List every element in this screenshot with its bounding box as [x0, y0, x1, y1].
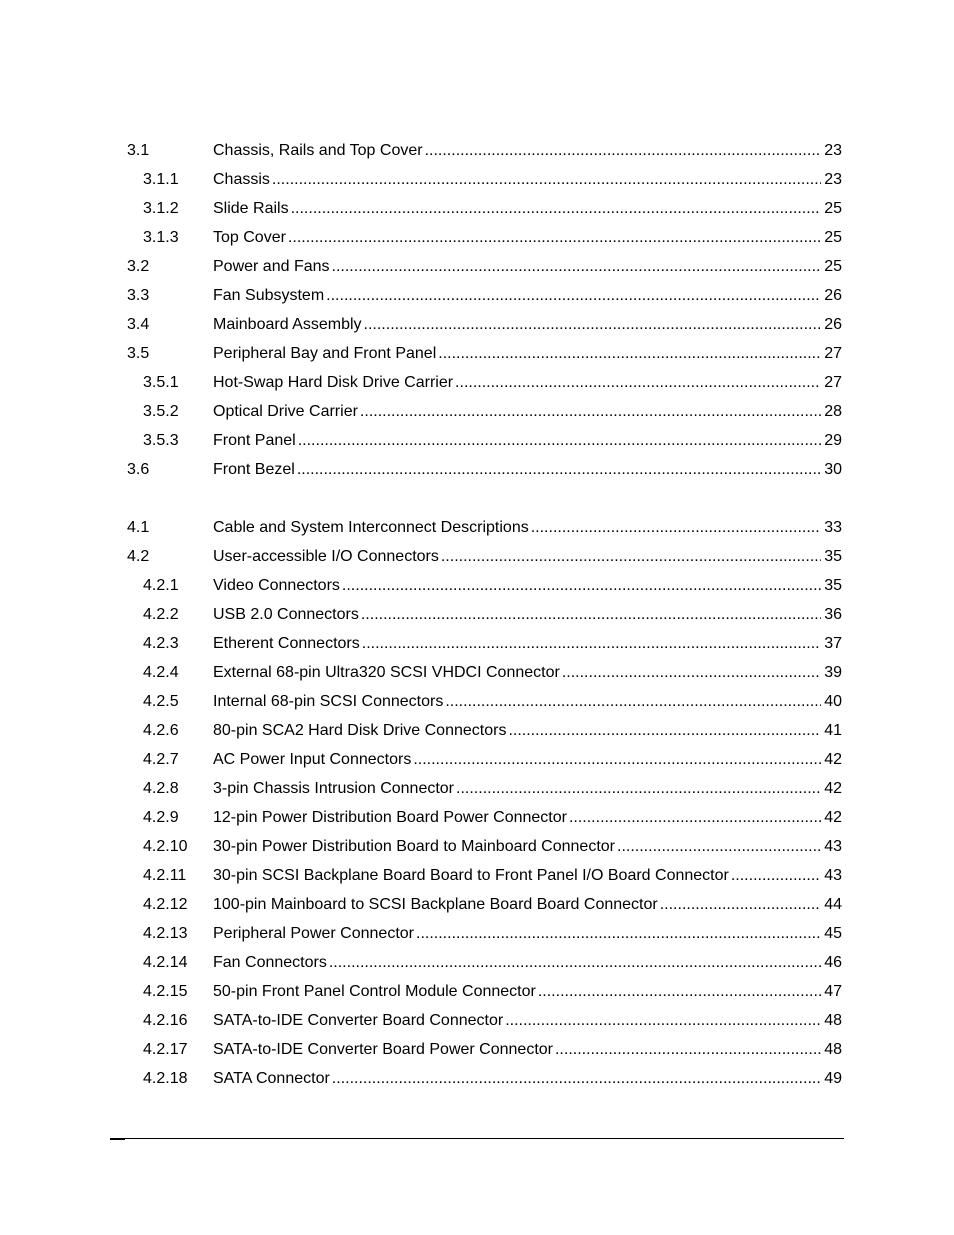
toc-entry-number: 4.2.12	[143, 896, 188, 913]
toc-entry[interactable]	[0, 257, 954, 286]
toc-entry[interactable]	[0, 663, 954, 692]
toc-entry-page-number: 35	[824, 548, 842, 565]
toc-entry-number: 4.2.14	[143, 954, 188, 971]
toc-entry-title: Peripheral Bay and Front Panel	[213, 345, 437, 362]
toc-entry[interactable]	[0, 721, 954, 750]
toc-entry-title-leader	[213, 199, 821, 219]
toc-entry-title: SATA-to-IDE Converter Board Connector	[213, 1012, 504, 1029]
toc-entry-number: 4.2.17	[143, 1041, 188, 1058]
toc-entry[interactable]	[0, 286, 954, 315]
toc-entry-number: 4.2.8	[143, 780, 179, 797]
toc-entry-title-leader	[213, 402, 821, 422]
toc-entry-title: Peripheral Power Connector	[213, 925, 414, 942]
toc-entry-title-leader	[213, 286, 821, 306]
toc-entry-title-leader	[213, 1011, 821, 1031]
toc-entry[interactable]	[0, 518, 954, 547]
toc-entry-title: 50-pin Front Panel Control Module Connector	[213, 983, 536, 1000]
toc-entry[interactable]	[0, 924, 954, 953]
toc-entry-page-number: 25	[824, 200, 842, 217]
toc-entry-title: 30-pin Power Distribution Board to Mainboard Connector	[213, 838, 615, 855]
toc-entry-page-number: 23	[824, 142, 842, 159]
toc-entry-number: 3.5.1	[143, 374, 179, 391]
toc-entry-title-leader	[213, 692, 821, 712]
toc-entry-page-number: 41	[824, 722, 842, 739]
toc-entry-page-number: 25	[824, 258, 842, 275]
toc-entry-title: Hot-Swap Hard Disk Drive Carrier	[213, 374, 454, 391]
toc-entry-number: 3.1.3	[143, 229, 179, 246]
toc-entry-title-leader	[213, 663, 821, 683]
toc-entry-title: Chassis	[213, 171, 270, 188]
toc-entry-number: 3.1.2	[143, 200, 179, 217]
toc-entry[interactable]	[0, 750, 954, 779]
toc-entry-number: 3.5	[127, 345, 150, 362]
toc-entry-title-leader	[213, 982, 821, 1002]
toc-entry-number: 3.5.2	[143, 403, 179, 420]
toc-entry-page-number: 43	[824, 867, 842, 884]
toc-entry[interactable]	[0, 808, 954, 837]
toc-entry-page-number: 25	[824, 229, 842, 246]
toc-entry-title: Top Cover	[213, 229, 286, 246]
toc-entry-number: 4.2.1	[143, 577, 179, 594]
toc-entry[interactable]	[0, 866, 954, 895]
toc-entry-page-number: 43	[824, 838, 842, 855]
toc-entry-title-leader	[213, 924, 821, 944]
toc-entry-number: 3.3	[127, 287, 150, 304]
toc-entry-title: Power and Fans	[213, 258, 330, 275]
toc-entry-title-leader	[213, 518, 821, 538]
toc-entry-number: 4.1	[127, 519, 150, 536]
toc-entry-page-number: 46	[824, 954, 842, 971]
toc-entry-page-number: 36	[824, 606, 842, 623]
toc-entry[interactable]	[0, 344, 954, 373]
toc-entry-page-number: 39	[824, 664, 842, 681]
footer-rule	[110, 1138, 844, 1139]
toc-entry-title-leader	[213, 257, 821, 277]
toc-entry-number: 4.2.4	[143, 664, 179, 681]
toc-entry[interactable]	[0, 1069, 954, 1098]
toc-entry-title-leader	[213, 460, 821, 480]
toc-entry-title-leader	[213, 576, 821, 596]
toc-entry[interactable]	[0, 576, 954, 605]
toc-entry-title: Cable and System Interconnect Descriptions	[213, 519, 529, 536]
toc-entry[interactable]	[0, 1040, 954, 1069]
toc-entry-title: Chassis, Rails and Top Cover	[213, 142, 423, 159]
toc-entry-title-leader	[213, 895, 821, 915]
toc-entry[interactable]	[0, 141, 954, 170]
toc-entry[interactable]	[0, 199, 954, 228]
toc-entry-title-leader	[213, 1069, 821, 1089]
toc-entry-number: 4.2.5	[143, 693, 179, 710]
toc-entry-number: 4.2.16	[143, 1012, 188, 1029]
toc-entry-title-leader	[213, 344, 821, 364]
toc-entry-title: SATA Connector	[213, 1070, 330, 1087]
toc-entry-number: 4.2.15	[143, 983, 188, 1000]
toc-entry-title-leader	[213, 431, 821, 451]
toc-entry-number: 4.2.2	[143, 606, 179, 623]
toc-entry[interactable]	[0, 605, 954, 634]
toc-entry[interactable]	[0, 779, 954, 808]
toc-entry-title-leader	[213, 315, 821, 335]
toc-entry[interactable]	[0, 953, 954, 982]
toc-entry-title-leader	[213, 866, 821, 886]
toc-entry-title-leader	[213, 547, 821, 567]
toc-entry-title: USB 2.0 Connectors	[213, 606, 359, 623]
toc-entry-title: Etherent Connectors	[213, 635, 360, 652]
toc-entry-page-number: 28	[824, 403, 842, 420]
toc-entry-title-leader	[213, 808, 821, 828]
toc-entry-page-number: 27	[824, 345, 842, 362]
toc-entry-title: 100-pin Mainboard to SCSI Backplane Board Board Connector	[213, 896, 658, 913]
toc-entry[interactable]	[0, 460, 954, 489]
toc-entry-page-number: 37	[824, 635, 842, 652]
toc-entry-title: AC Power Input Connectors	[213, 751, 412, 768]
toc-entry-page-number: 42	[824, 809, 842, 826]
toc-entry-title: 80-pin SCA2 Hard Disk Drive Connectors	[213, 722, 507, 739]
toc-entry-number: 4.2.9	[143, 809, 179, 826]
toc-entry-title-leader	[213, 721, 821, 741]
toc-entry-page-number: 29	[824, 432, 842, 449]
footer-rule-mark	[110, 1138, 125, 1140]
toc-entry-number: 4.2.13	[143, 925, 188, 942]
toc-entry-page-number: 42	[824, 780, 842, 797]
toc-entry-page-number: 26	[824, 287, 842, 304]
toc-entry-title: Mainboard Assembly	[213, 316, 362, 333]
toc-entry-page-number: 33	[824, 519, 842, 536]
toc-entry-number: 4.2.3	[143, 635, 179, 652]
toc-entry-title-leader	[213, 750, 821, 770]
toc-entry-title-leader	[213, 837, 821, 857]
toc-entry-title: Internal 68-pin SCSI Connectors	[213, 693, 444, 710]
toc-entry-number: 3.1.1	[143, 171, 179, 188]
toc-entry-title: Fan Connectors	[213, 954, 327, 971]
toc-entry-number: 4.2	[127, 548, 150, 565]
toc-entry-page-number: 48	[824, 1012, 842, 1029]
toc-entry[interactable]	[0, 228, 954, 257]
toc-entry-title: Front Panel	[213, 432, 296, 449]
toc-entry-title-leader	[213, 634, 821, 654]
toc-entry-title: Video Connectors	[213, 577, 340, 594]
toc-entry-title-leader	[213, 141, 821, 161]
toc-entry-page-number: 27	[824, 374, 842, 391]
toc-entry-title-leader	[213, 170, 821, 190]
toc-entry-page-number: 49	[824, 1070, 842, 1087]
toc-entry[interactable]	[0, 402, 954, 431]
toc-entry-number: 3.2	[127, 258, 150, 275]
toc-entry[interactable]	[0, 547, 954, 576]
toc-entry[interactable]	[0, 837, 954, 866]
toc-entry-number: 4.2.11	[143, 867, 187, 884]
toc-entry-title: User-accessible I/O Connectors	[213, 548, 439, 565]
toc-entry-page-number: 35	[824, 577, 842, 594]
toc-entry-title: 30-pin SCSI Backplane Board Board to Front Panel I/O Board Connector	[213, 867, 729, 884]
toc-entry-title-leader	[213, 779, 821, 799]
toc-entry-page-number: 30	[824, 461, 842, 478]
toc-entry-title: SATA-to-IDE Converter Board Power Connector	[213, 1041, 553, 1058]
toc-entry-title: Optical Drive Carrier	[213, 403, 358, 420]
toc-entry[interactable]	[0, 373, 954, 402]
toc-entry-number: 3.5.3	[143, 432, 179, 449]
toc-entry-page-number: 48	[824, 1041, 842, 1058]
toc-entry[interactable]	[0, 895, 954, 924]
toc-entry-title: External 68-pin Ultra320 SCSI VHDCI Connector	[213, 664, 560, 681]
toc-entry-page-number: 23	[824, 171, 842, 188]
toc-entry-title-leader	[213, 953, 821, 973]
toc-entry-title-leader	[213, 605, 821, 625]
toc-entry[interactable]	[0, 634, 954, 663]
toc-entry-title: 3-pin Chassis Intrusion Connector	[213, 780, 455, 797]
toc-entry[interactable]	[0, 170, 954, 199]
toc-entry-number: 4.2.18	[143, 1070, 188, 1087]
toc-entry-number: 3.6	[127, 461, 150, 478]
toc-entry-title: 12-pin Power Distribution Board Power Connector	[213, 809, 567, 826]
toc-entry-page-number: 47	[824, 983, 842, 1000]
toc-entry-page-number: 42	[824, 751, 842, 768]
toc-entry-title-leader	[213, 228, 821, 248]
toc-entry-title-leader	[213, 373, 821, 393]
toc-entry-number: 4.2.7	[143, 751, 179, 768]
toc-entry-number: 4.2.6	[143, 722, 179, 739]
toc-entry-title: Fan Subsystem	[213, 287, 325, 304]
toc-entry-number: 3.1	[127, 142, 150, 159]
toc-entry[interactable]	[0, 982, 954, 1011]
toc-entry-page-number: 40	[824, 693, 842, 710]
toc-entry-title: Slide Rails	[213, 200, 289, 217]
toc-entry-title-leader	[213, 1040, 821, 1060]
toc-entry-title: Front Bezel	[213, 461, 295, 478]
toc-entry[interactable]	[0, 1011, 954, 1040]
toc-entry-page-number: 45	[824, 925, 842, 942]
toc-entry[interactable]	[0, 315, 954, 344]
toc-entry-page-number: 26	[824, 316, 842, 333]
toc-entry[interactable]	[0, 431, 954, 460]
toc-entry-number: 4.2.10	[143, 838, 188, 855]
toc-entry-page-number: 44	[824, 896, 842, 913]
toc-entry-number: 3.4	[127, 316, 150, 333]
toc-entry[interactable]	[0, 692, 954, 721]
